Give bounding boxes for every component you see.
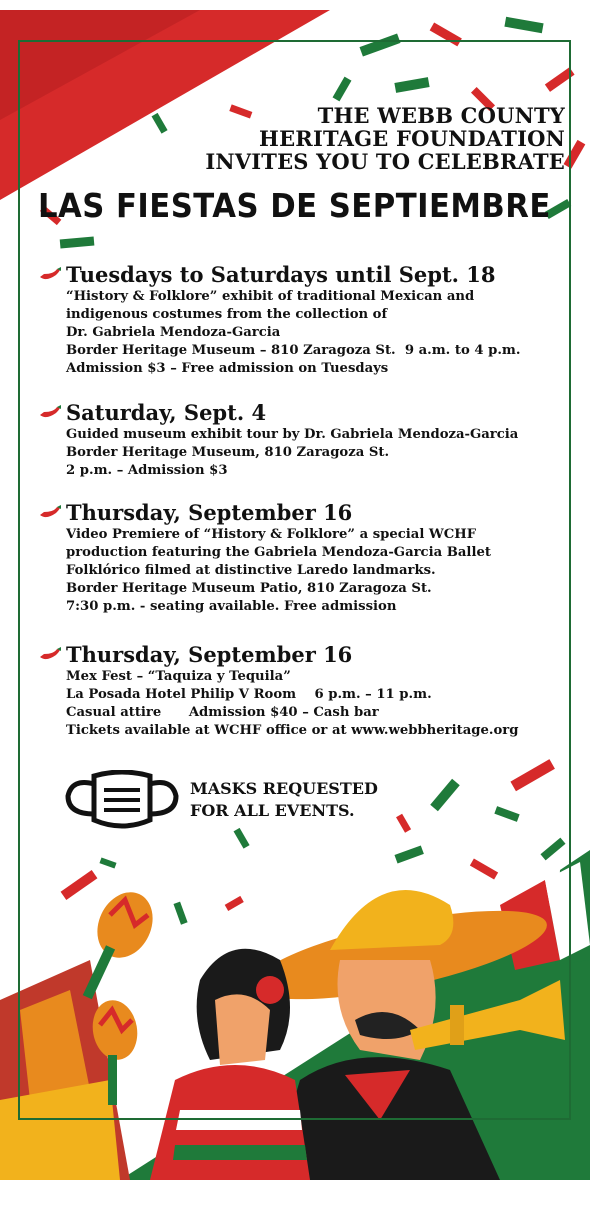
event-line: Admission $3 – Free admission on Tuesdays [66,361,389,376]
event-2 [38,400,568,480]
chili-pepper-icon [38,405,62,421]
header-line-2: HERITAGE FOUNDATION [259,126,565,151]
event-line: Border Heritage Museum – 810 Zaragoza St. 9 a.m. to 4 p.m. [66,343,521,358]
mask-notice-line-1: MASKS REQUESTED [190,779,378,798]
event-line: Border Heritage Museum Patio, 810 Zaragoza St. [66,581,432,596]
event-line: Video Premiere of “History & Folklore” a special WCHF [66,527,477,542]
mask-notice [190,778,378,822]
chili-pepper-icon [38,505,62,521]
event-line: Dr. Gabriela Mendoza-Garcia [66,325,281,340]
event-line: La Posada Hotel Philip V Room 6 p.m. – 11 p.m. [66,687,432,702]
event-line: production featuring the Gabriela Mendoza-Garcia Ballet [66,545,491,560]
event-title-text: Thursday, September 16 [66,500,353,525]
event-line: “History & Folklore” exhibit of traditional Mexican and [66,289,475,304]
chili-pepper-icon [38,267,62,283]
event-4 [38,642,568,740]
event-title [38,400,568,426]
header-line-3: INVITES YOU TO CELEBRATE [205,149,565,174]
event-title [38,262,568,288]
event-line: Folklórico filmed at distinctive Laredo landmarks. [66,563,436,578]
event-3 [38,500,568,616]
event-line: 2 p.m. – Admission $3 [66,463,228,478]
event-title [38,500,568,526]
event-line: Guided museum exhibit tour by Dr. Gabriela Mendoza-Garcia [66,427,519,442]
face-mask-icon [64,770,180,832]
event-title-text: Thursday, September 16 [66,642,353,667]
event-title [38,642,568,668]
event-line: Border Heritage Museum, 810 Zaragoza St. [66,445,390,460]
event-line: indigenous costumes from the collection of [66,307,388,322]
event-line: Tickets available at WCHF office or at www.webbheritage.org [66,723,519,738]
headline: LAS FIESTAS DE SEPTIEMBRE [38,186,551,225]
header-line-1: THE WEBB COUNTY [317,103,565,128]
event-line: Casual attire Admission $40 – Cash bar [66,705,379,720]
event-line: Mex Fest – “Taquiza y Tequila” [66,669,291,684]
event-title-text: Tuesdays to Saturdays until Sept. 18 [66,262,496,287]
event-line: 7:30 p.m. - seating available. Free admission [66,599,397,614]
chili-pepper-icon [38,647,62,663]
mask-notice-line-2: FOR ALL EVENTS. [190,801,355,820]
event-title-text: Saturday, Sept. 4 [66,400,267,425]
event-1 [38,262,568,378]
